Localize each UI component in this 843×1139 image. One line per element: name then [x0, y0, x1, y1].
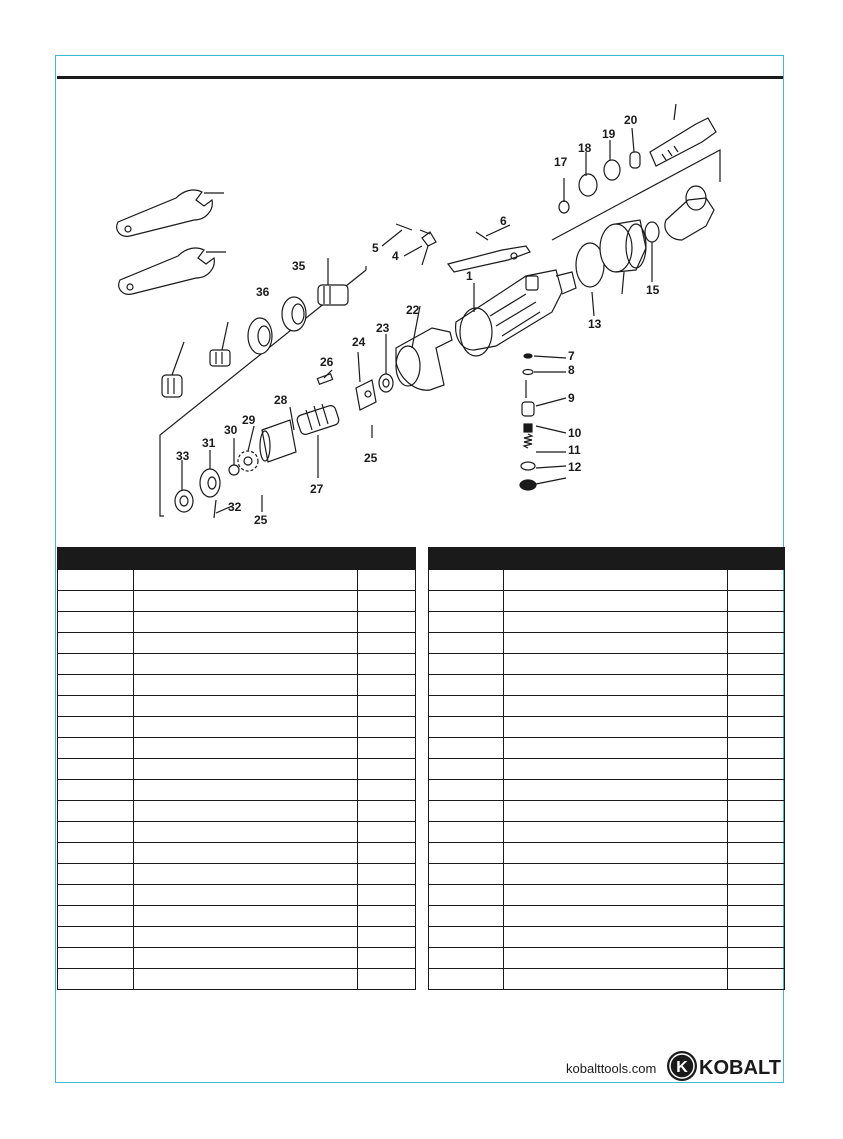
table-cell [134, 885, 358, 906]
table-cell [728, 906, 785, 927]
parts-table-right [428, 547, 785, 990]
callout-29: 29 [242, 413, 256, 427]
table-cell [358, 864, 416, 885]
table-cell [504, 717, 728, 738]
callout-5: 5 [372, 241, 379, 255]
table-cell [58, 570, 134, 591]
wrench-icon [117, 190, 224, 236]
table-row [58, 612, 416, 633]
table-row [429, 801, 785, 822]
table-cell [358, 759, 416, 780]
table-cell [58, 780, 134, 801]
table-cell [134, 696, 358, 717]
table-cell [429, 654, 504, 675]
table-cell [58, 591, 134, 612]
end-bearing [175, 490, 193, 512]
table-cell [728, 969, 785, 990]
table-cell [58, 696, 134, 717]
table-cell [429, 969, 504, 990]
callout-7: 7 [568, 349, 575, 363]
callout-19: 19 [602, 127, 616, 141]
table-cell [58, 927, 134, 948]
table-row [58, 969, 416, 990]
collet-nut [162, 342, 184, 397]
table-row [58, 717, 416, 738]
housing [456, 270, 576, 356]
table-row [58, 780, 416, 801]
table-cell [358, 717, 416, 738]
table-cell [728, 927, 785, 948]
table-cell [58, 717, 134, 738]
table-cell [728, 717, 785, 738]
table-cell [358, 969, 416, 990]
table-cell [358, 738, 416, 759]
table-header [429, 548, 785, 570]
callout-35: 35 [292, 259, 306, 273]
table-cell [504, 864, 728, 885]
table-cell [58, 906, 134, 927]
callout-8: 8 [568, 363, 575, 377]
table-row [429, 780, 785, 801]
table-cell [504, 612, 728, 633]
table-cell [58, 654, 134, 675]
header-rule [57, 76, 783, 79]
table-row [429, 654, 785, 675]
front-plate [356, 380, 376, 410]
table-cell [429, 948, 504, 969]
table-cell [504, 780, 728, 801]
table-row [429, 822, 785, 843]
table-cell [358, 591, 416, 612]
callout-26: 26 [320, 355, 334, 369]
table-row [429, 969, 785, 990]
table-cell [504, 738, 728, 759]
rear-cap [600, 220, 646, 272]
table-cell [134, 969, 358, 990]
table-cell [504, 885, 728, 906]
table-cell [728, 759, 785, 780]
table-row [429, 633, 785, 654]
grip-sleeve [396, 328, 452, 390]
table-cell [728, 885, 785, 906]
table-cell [504, 591, 728, 612]
callout-17: 17 [554, 155, 568, 169]
table-cell [429, 864, 504, 885]
cylinder [260, 420, 296, 462]
table-cell [58, 801, 134, 822]
table-cell [504, 927, 728, 948]
table-row [58, 864, 416, 885]
callout-24: 24 [352, 335, 366, 349]
callout-33: 33 [176, 449, 190, 463]
table-cell [358, 675, 416, 696]
table-row [58, 633, 416, 654]
table-row [58, 801, 416, 822]
logo-letter: K [676, 1059, 688, 1076]
clip [630, 152, 640, 168]
table-cell [134, 654, 358, 675]
table-cell [728, 948, 785, 969]
table-row [58, 738, 416, 759]
table-cell [429, 675, 504, 696]
table-cell [429, 780, 504, 801]
collet [210, 322, 230, 366]
table-cell [429, 759, 504, 780]
callout-6: 6 [500, 214, 507, 228]
table-row [58, 654, 416, 675]
table-cell [429, 717, 504, 738]
table-cell [358, 780, 416, 801]
callout-23: 23 [376, 321, 390, 335]
table-cell [134, 591, 358, 612]
table-row [429, 591, 785, 612]
table-row [58, 759, 416, 780]
table-cell [58, 948, 134, 969]
table-cell [134, 759, 358, 780]
table-cell [58, 969, 134, 990]
table-cell [728, 864, 785, 885]
table-row [429, 570, 785, 591]
table-cell [728, 801, 785, 822]
table-cell [358, 570, 416, 591]
table-row [429, 948, 785, 969]
table-cell [728, 570, 785, 591]
table-cell [134, 948, 358, 969]
table-cell [358, 927, 416, 948]
table-cell [728, 633, 785, 654]
table-cell [728, 675, 785, 696]
table-row [58, 927, 416, 948]
table-cell [58, 885, 134, 906]
callout-28: 28 [274, 393, 288, 407]
inlet-fitting [650, 104, 716, 166]
table-cell [429, 927, 504, 948]
table-cell [358, 906, 416, 927]
table-cell [358, 654, 416, 675]
callout-9: 9 [568, 391, 575, 405]
table-cell [504, 906, 728, 927]
table-cell [504, 822, 728, 843]
table-cell [504, 801, 728, 822]
table-header [58, 548, 416, 570]
callout-22: 22 [406, 303, 420, 317]
spindle [318, 258, 348, 305]
o-ring [559, 201, 569, 213]
table-cell [429, 612, 504, 633]
table-cell [58, 675, 134, 696]
table-cell [429, 885, 504, 906]
table-cell [429, 801, 504, 822]
table-cell [134, 612, 358, 633]
table-row [429, 612, 785, 633]
table-cell [429, 633, 504, 654]
table-cell [358, 612, 416, 633]
callout-15: 15 [646, 283, 660, 297]
table-row [429, 843, 785, 864]
parts-table-right-body [429, 570, 785, 990]
ring [604, 160, 620, 180]
table-cell [58, 759, 134, 780]
table-cell [134, 570, 358, 591]
spring-pin [396, 224, 412, 230]
table-cell [504, 570, 728, 591]
rotor [296, 404, 340, 478]
table-row [58, 570, 416, 591]
table-row [58, 885, 416, 906]
table-row [58, 906, 416, 927]
table-cell [429, 906, 504, 927]
table-row [58, 591, 416, 612]
callout-18: 18 [578, 141, 592, 155]
table-cell [134, 906, 358, 927]
rear-plate [200, 469, 220, 518]
table-row [429, 696, 785, 717]
table-cell [429, 696, 504, 717]
safety-latch [422, 232, 436, 265]
table-row [429, 738, 785, 759]
table-row [429, 864, 785, 885]
callout-20: 20 [624, 113, 638, 127]
table-cell [504, 633, 728, 654]
table-row [58, 696, 416, 717]
table-cell [134, 927, 358, 948]
table-cell [504, 654, 728, 675]
table-cell [58, 843, 134, 864]
o-ring [645, 222, 659, 242]
table-cell [429, 738, 504, 759]
table-row [58, 822, 416, 843]
gear [238, 451, 258, 471]
table-row [429, 717, 785, 738]
callout-1: 1 [466, 269, 473, 283]
lock-nut [248, 318, 272, 354]
callout-36: 36 [256, 285, 270, 299]
table-cell [429, 591, 504, 612]
table-cell [134, 780, 358, 801]
callout-11: 11 [568, 443, 581, 457]
kobalt-logo [665, 1048, 785, 1084]
table-cell [358, 801, 416, 822]
table-row [429, 885, 785, 906]
wrench-icon [119, 248, 226, 294]
table-cell [134, 843, 358, 864]
table-row [58, 948, 416, 969]
bearing [379, 374, 393, 392]
table-cell [358, 948, 416, 969]
air-inlet [665, 186, 714, 240]
table-row [429, 675, 785, 696]
valve-stack [520, 354, 536, 490]
table-cell [728, 822, 785, 843]
table-row [429, 927, 785, 948]
callout-12: 12 [568, 460, 582, 474]
washer [229, 465, 239, 475]
table-cell [728, 654, 785, 675]
logo-wordmark: KOBALT [699, 1057, 781, 1079]
table-cell [504, 675, 728, 696]
table-cell [134, 675, 358, 696]
table-cell [58, 633, 134, 654]
callout-13: 13 [588, 317, 602, 331]
table-cell [429, 570, 504, 591]
table-row [429, 906, 785, 927]
table-cell [728, 591, 785, 612]
callout-4: 4 [392, 249, 399, 263]
table-cell [728, 780, 785, 801]
throttle-lever [448, 246, 530, 272]
callout-31: 31 [202, 436, 216, 450]
table-cell [58, 612, 134, 633]
table-cell [134, 801, 358, 822]
table-row [429, 759, 785, 780]
callout-32: 32 [228, 500, 242, 514]
table-cell [358, 843, 416, 864]
table-cell [728, 843, 785, 864]
table-cell [504, 969, 728, 990]
rotor-blade [317, 374, 332, 384]
table-cell [134, 864, 358, 885]
table-cell [134, 738, 358, 759]
ring [579, 174, 597, 196]
table-cell [504, 759, 728, 780]
table-cell [58, 864, 134, 885]
table-cell [358, 822, 416, 843]
parts-table-left [57, 547, 416, 990]
table-cell [134, 633, 358, 654]
table-cell [504, 696, 728, 717]
parts-table-left-body [58, 570, 416, 990]
bearing-ring [282, 297, 306, 331]
callout-10: 10 [568, 426, 582, 440]
table-cell [358, 885, 416, 906]
table-cell [728, 612, 785, 633]
website-url: kobalttools.com [566, 1061, 657, 1076]
table-cell [58, 822, 134, 843]
table-row [58, 675, 416, 696]
exploded-parts-diagram [56, 80, 784, 540]
callout-25-rotor: 25 [364, 451, 378, 465]
table-cell [504, 948, 728, 969]
table-cell [504, 843, 728, 864]
callout-30: 30 [224, 423, 238, 437]
table-cell [358, 696, 416, 717]
table-cell [134, 717, 358, 738]
table-cell [134, 822, 358, 843]
callout-25-rear: 25 [254, 513, 268, 527]
table-cell [429, 822, 504, 843]
callout-27: 27 [310, 482, 324, 496]
table-cell [728, 738, 785, 759]
table-cell [58, 738, 134, 759]
table-row [58, 843, 416, 864]
table-cell [429, 843, 504, 864]
table-cell [358, 633, 416, 654]
table-cell [728, 696, 785, 717]
